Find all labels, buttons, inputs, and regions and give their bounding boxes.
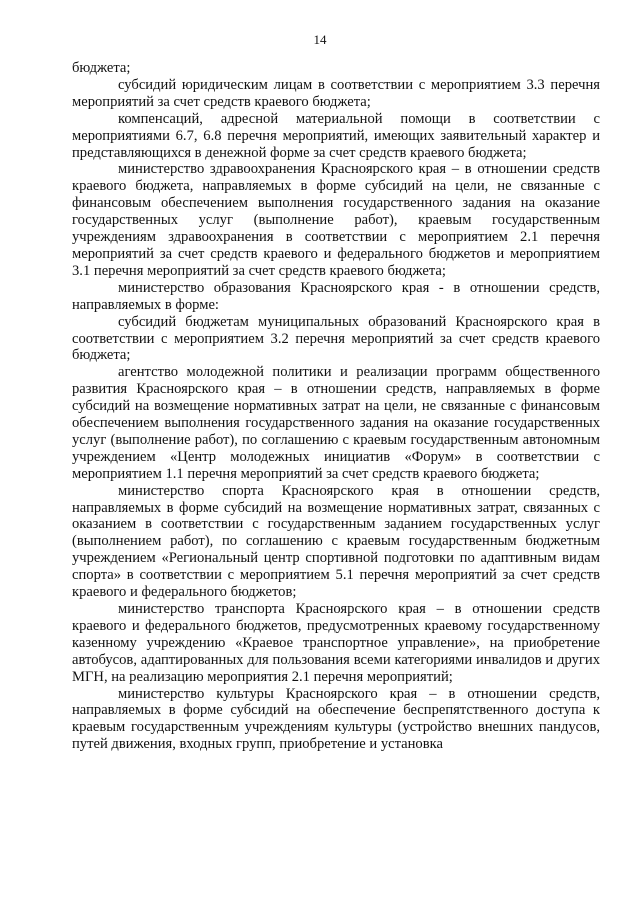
paragraph: министерство здравоохранения Красноярского края – в отношении средств краевого бюджета, направляемых в форме субсидий на цели, не связанные с финансовым обеспечением выполнения государственного задания на оказание государственных услуг (выполнение работ), краевым государственным учреждениям здравоохранения в соответствии с мероприятием 2.1 перечня мероприятий за счет средств краевого и федерального бюджетов и мероприятием 3.1 перечня мероприятий за счет средств краевого бюджета; — [72, 161, 600, 279]
paragraph: министерство транспорта Красноярского края – в отношении средств краевого и федерального бюджетов, предусмотренных краевому государственному казенному учреждению «Краевое транспортное управление», на приобретение автобусов, адаптированных для пользования всеми категориями инвалидов и других МГН, на реализацию мероприятия 2.1 перечня мероприятий; — [72, 601, 600, 685]
paragraph: субсидий юридическим лицам в соответствии с мероприятием 3.3 перечня мероприятий за счет средств краевого бюджета; — [72, 76, 600, 110]
document-body — [72, 60, 600, 753]
paragraph: субсидий бюджетам муниципальных образований Красноярского края в соответствии с мероприятием 3.2 перечня мероприятий за счет средств краевого бюджета; — [72, 313, 600, 364]
paragraph: бюджета; — [72, 60, 131, 76]
paragraph: агентство молодежной политики и реализации программ общественного развития Красноярского края – в отношении средств, направляемых в форме субсидий на возмещение нормативных затрат на цели, не связанные с финансовым обеспечением выполнения государственного задания на оказание государственных услуг (выполнение работ), по соглашению с краевым государственным автономным учреждением «Центр молодежных инициатив «Форум» в соответствии с мероприятием 1.1 перечня мероприятий за счет средств краевого бюджета; — [72, 364, 600, 482]
paragraph: компенсаций, адресной материальной помощи в соответствии с мероприятиями 6.7, 6.8 перечня мероприятий, имеющих заявительный характер и представляющихся в денежной форме за счет средств краевого бюджета; — [72, 110, 600, 161]
page-number: 14 — [313, 32, 327, 47]
paragraph: министерство культуры Красноярского края – в отношении средств, направляемых в форме субсидий на обеспечение беспрепятственного доступа к краевым государственным учреждениям культуры (устройство внешних пандусов, путей движения, входных групп, приобретение и установка — [72, 685, 600, 753]
paragraph: министерство образования Красноярского края - в отношении средств, направляемых в форме: — [72, 279, 600, 313]
paragraph: министерство спорта Красноярского края в отношении средств, направляемых в форме субсидий на возмещение нормативных затрат, связанных с оказанием в соответствии с государственным заданием государственных услуг (выполнением работ), по соглашению с краевым государственным бюджетным учреждением «Региональный центр спортивной подготовки по адаптивным видам спорта» в соответствии с мероприятием 5.1 перечня мероприятий за счет средств краевого и федерального бюджетов; — [72, 482, 600, 601]
